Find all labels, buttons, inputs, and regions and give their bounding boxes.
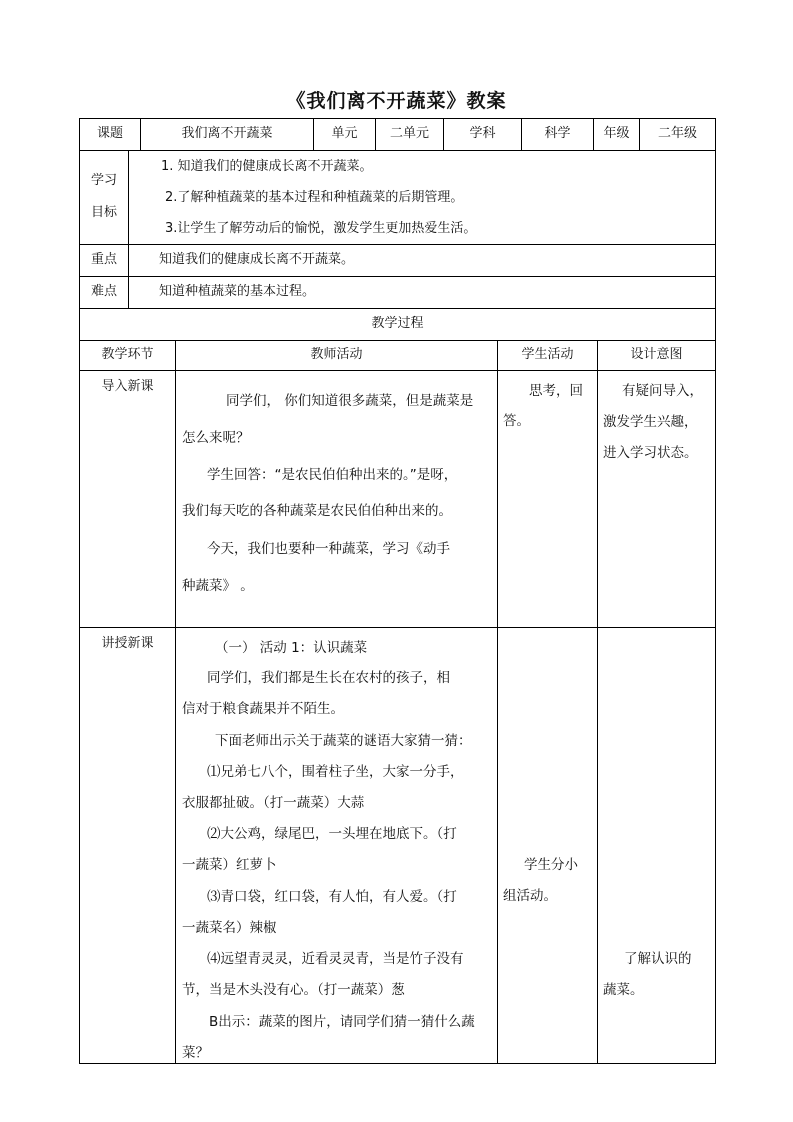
lesson-teacher-line: ⑵大公鸡，绿尾巴，一头埋在地底下。（打 [207, 826, 457, 842]
lesson-teacher-line: ⑴兄弟七八个，围着柱子坐，大家一分手， [207, 764, 464, 780]
intro-teacher-line: 种蔬菜》 。 [182, 578, 254, 594]
intro-teacher-line: 同学们， 你们知道很多蔬菜，但是蔬菜是 [226, 393, 474, 409]
goal-item: 2.了解种植蔬菜的基本过程和种植蔬菜的后期管理。 [165, 190, 464, 205]
key-point-text: 知道我们的健康成长离不开蔬菜。 [159, 252, 355, 267]
lesson-intent-line: 蔬菜。 [603, 982, 644, 998]
unit-label: 单元 [331, 126, 358, 141]
goal-item: 3.让学生了解劳动后的愉悦，激发学生更加热爱生活。 [165, 221, 477, 236]
intro-intent-line: 激发学生兴趣， [603, 414, 698, 430]
lesson-intent-line: 了解认识的 [624, 951, 692, 967]
intro-student-line: 思考，回 [529, 383, 583, 399]
col-step-header: 教学环节 [101, 347, 154, 362]
goals-label-line2: 目标 [90, 205, 117, 220]
lesson-teacher-line: ⑶青口袋，红口袋，有人怕，有人爱。（打 [207, 889, 457, 905]
col-student-header: 学生活动 [521, 347, 574, 362]
grade-value: 二年级 [657, 126, 697, 141]
lesson-teacher-line: ⑷远望青灵灵，近看灵灵青，当是竹子没有 [207, 951, 464, 967]
process-heading: 教学过程 [371, 316, 424, 331]
document-title: 《我们离不开蔬菜》教案 [286, 90, 507, 112]
topic-label: 课题 [96, 126, 123, 141]
intro-intent-line: 有疑问导入， [622, 383, 703, 399]
lesson-teacher-line: 衣服都扯破。（打一蔬菜）大蒜 [182, 795, 365, 811]
goal-item: 1. 知道我们的健康成长离不开蔬菜。 [161, 159, 373, 174]
lesson-student-line: 组活动。 [503, 888, 557, 904]
lesson-teacher-line: 信对于粮食蔬果并不陌生。 [182, 701, 344, 717]
lesson-teacher-line: 菜？ [182, 1045, 209, 1061]
lesson-teacher-line: 下面老师出示关于蔬菜的谜语大家猜一猜： [215, 733, 472, 749]
lesson-student-line: 学生分小 [524, 857, 578, 873]
intro-intent-line: 进入学习状态。 [603, 445, 698, 461]
lesson-teacher-line: B出示：蔬菜的图片，请同学们猜一猜什么蔬 [209, 1014, 475, 1030]
goals-label-line1: 学习 [90, 173, 117, 188]
col-intent-header: 设计意图 [630, 347, 683, 362]
col-teacher-header: 教师活动 [310, 347, 363, 362]
lesson-teacher-line: 一蔬菜）红萝卜 [182, 857, 277, 873]
topic-value: 我们离不开蔬菜 [181, 126, 273, 141]
intro-step: 导入新课 [101, 379, 154, 394]
lesson-step: 讲授新课 [101, 636, 154, 651]
difficulty-text: 知道种植蔬菜的基本过程。 [159, 284, 316, 299]
grade-label: 年级 [603, 126, 630, 141]
intro-student-line: 答。 [503, 413, 530, 429]
key-point-label: 重点 [90, 252, 117, 267]
lesson-teacher-line: （一） 活动 1：认识蔬菜 [215, 640, 368, 656]
unit-value: 二单元 [389, 126, 429, 141]
lesson-teacher-line: 节，当是木头没有心。（打一蔬菜）葱 [182, 982, 405, 998]
lesson-teacher-line: 一蔬菜名）辣椒 [182, 920, 277, 936]
intro-teacher-line: 学生回答：“是农民伯伯种出来的。”是呀， [207, 467, 458, 483]
lesson-teacher-line: 同学们，我们都是生长在农村的孩子，相 [207, 670, 450, 686]
subject-value: 科学 [544, 126, 571, 141]
intro-teacher-line: 怎么来呢？ [182, 430, 250, 446]
subject-label: 学科 [469, 126, 496, 141]
intro-teacher-line: 我们每天吃的各种蔬菜是农民伯伯种出来的。 [182, 503, 452, 519]
difficulty-label: 难点 [90, 284, 117, 299]
intro-teacher-line: 今天，我们也要种一种蔬菜，学习《动手 [207, 541, 450, 557]
